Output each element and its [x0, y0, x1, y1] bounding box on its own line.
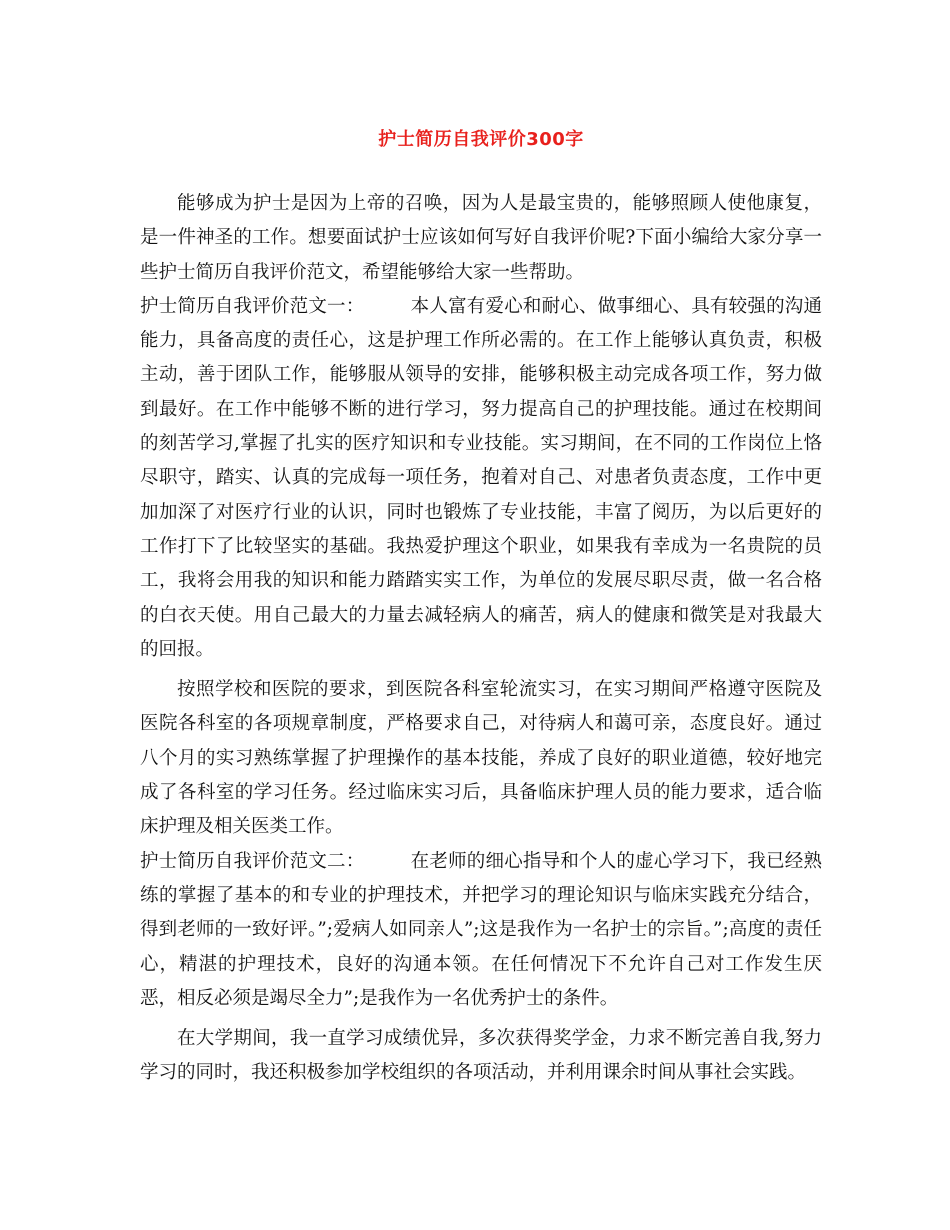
sample-two-paragraph	[140, 845, 822, 1016]
document-title: 护士简历自我评价300字	[378, 129, 584, 150]
sample-two-text: 在老师的细心指导和个人的虚心学习下，我已经熟练的掌握了基本的和专业的护理技术，并把学习的理论知识与临床实践充分结合，得到老师的一致好评。”;爱病人如同亲人”;这是我作为一名护士的宗旨。”;高度的责任心，精湛的护理技术，良好的沟通本领。在任何情况下不允许自己对工作发生厌恶，相反必须是竭尽全力”;是我作为一名优秀护士的条件。	[140, 850, 822, 1009]
sample-one-text: 本人富有爱心和耐心、做事细心、具有较强的沟通能力，具备高度的责任心，这是护理工作所必需的。在工作上能够认真负责，积极主动，善于团队工作，能够服从领导的安排，能够积极主动完成各项工作，努力做到最好。在工作中能够不断的进行学习，努力提高自己的护理技能。通过在校期间的刻苦学习,掌握了扎实的医疗知识和专业技能。实习期间，在不同的工作岗位上恪尽职守，踏实、认真的完成每一项任务，抱着对自己、对患者负责态度，工作中更加加深了对医疗行业的认识，同时也锻炼了专业技能，丰富了阅历，为以后更好的工作打下了比较坚实的基础。我热爱护理这个职业，如果我有幸成为一名贵院的员工，我将会用我的知识和能力踏踏实实工作，为单位的发展尽职尽责，做一名合格的白衣天使。用自己最大的力量去减轻病人的痛苦，病人的健康和微笑是对我最大的回报。	[140, 295, 822, 660]
sample-one-paragraph	[140, 290, 822, 667]
sample-two-label: 护士简历自我评价范文二：	[140, 850, 365, 872]
sample-two-second-paragraph: 在大学期间，我一直学习成绩优异，多次获得奖学金，力求不断完善自我,努力学习的同时，我还积极参加学校组织的各项活动，并利用课余时间从事社会实践。	[140, 1028, 822, 1084]
sample-one-label: 护士简历自我评价范文一：	[140, 295, 365, 317]
intro-paragraph: 能够成为护士是因为上帝的召唤，因为人是最宝贵的，能够照顾人使他康复，是一件神圣的工作。想要面试护士应该如何写好自我评价呢?下面小编给大家分享一些护士简历自我评价范文，希望能够给大家一些帮助。	[140, 193, 822, 283]
sample-one-second-paragraph: 按照学校和医院的要求，到医院各科室轮流实习，在实习期间严格遵守医院及医院各科室的各项规章制度，严格要求自己，对待病人和蔼可亲，态度良好。通过八个月的实习熟练掌握了护理操作的基本技能，养成了良好的职业道德，较好地完成了各科室的学习任务。经过临床实习后，具备临床护理人员的能力要求，适合临床护理及相关医类工作。	[140, 679, 822, 838]
